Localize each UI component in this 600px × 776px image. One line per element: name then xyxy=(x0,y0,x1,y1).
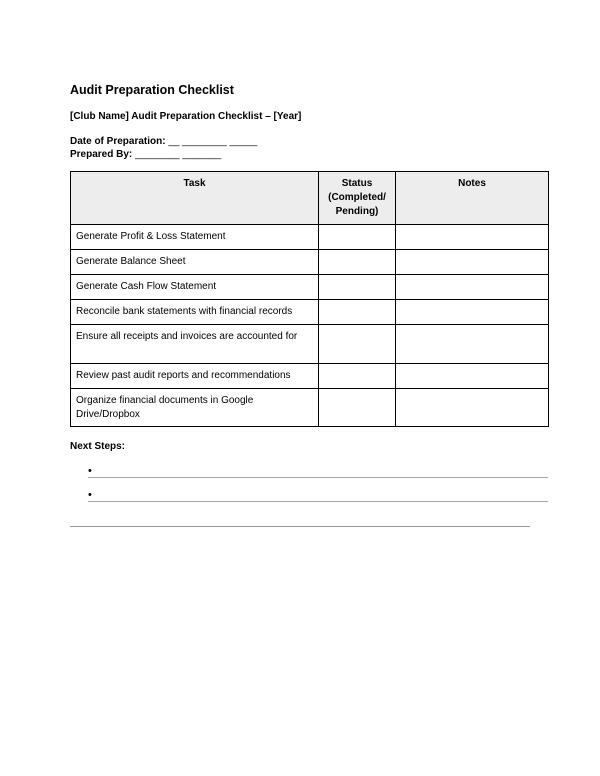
table-row xyxy=(71,225,549,250)
table-row xyxy=(71,389,549,427)
task-cell: Organize financial documents in Google Drive/Dropbox xyxy=(71,389,319,427)
next-step-underline xyxy=(88,477,548,478)
date-of-preparation-blank[interactable]: __ ________ _____ xyxy=(168,136,258,147)
task-cell: Reconcile bank statements with financial records xyxy=(71,300,319,325)
column-header-status xyxy=(319,172,396,225)
status-header-line: Status xyxy=(341,178,373,189)
task-cell: Ensure all receipts and invoices are accounted for xyxy=(71,325,319,364)
bullet-icon: • xyxy=(88,489,92,501)
table-row xyxy=(71,300,549,325)
prepared-by-blank[interactable]: ________ _______ xyxy=(135,149,222,160)
table-header-row xyxy=(71,172,549,225)
table-row xyxy=(71,325,549,364)
table-row xyxy=(71,250,549,275)
prepared-by-line xyxy=(70,149,221,160)
status-cell[interactable] xyxy=(319,389,396,427)
date-of-preparation-label: Date of Preparation: xyxy=(70,136,166,147)
checklist-table xyxy=(70,171,549,427)
prepared-by-label: Prepared By: xyxy=(70,149,133,160)
notes-cell[interactable] xyxy=(396,275,549,300)
task-cell: Generate Balance Sheet xyxy=(71,250,319,275)
status-cell[interactable] xyxy=(319,225,396,250)
notes-cell[interactable] xyxy=(396,325,549,364)
notes-cell[interactable] xyxy=(396,389,549,427)
document-subtitle: [Club Name] Audit Preparation Checklist – [Year] xyxy=(70,111,302,122)
status-header-line: (Completed/ xyxy=(328,192,386,203)
next-step-item[interactable] xyxy=(88,465,548,479)
next-step-item[interactable] xyxy=(88,489,548,503)
table-row xyxy=(71,364,549,389)
document-title: Audit Preparation Checklist xyxy=(70,83,234,97)
status-cell[interactable] xyxy=(319,300,396,325)
next-steps-label: Next Steps: xyxy=(70,441,126,452)
table-row xyxy=(71,275,549,300)
task-cell: Review past audit reports and recommendations xyxy=(71,364,319,389)
status-cell[interactable] xyxy=(319,275,396,300)
notes-cell[interactable] xyxy=(396,364,549,389)
status-cell[interactable] xyxy=(319,250,396,275)
column-header-notes: Notes xyxy=(396,172,549,225)
task-cell: Generate Cash Flow Statement xyxy=(71,275,319,300)
notes-cell[interactable] xyxy=(396,250,549,275)
status-cell[interactable] xyxy=(319,325,396,364)
next-step-underline xyxy=(88,501,548,502)
status-header-line: Pending) xyxy=(335,206,379,217)
notes-cell[interactable] xyxy=(396,300,549,325)
status-cell[interactable] xyxy=(319,364,396,389)
horizontal-divider xyxy=(70,526,530,527)
notes-cell[interactable] xyxy=(396,225,549,250)
date-of-preparation-line xyxy=(70,136,257,147)
task-cell: Generate Profit & Loss Statement xyxy=(71,225,319,250)
column-header-task: Task xyxy=(71,172,319,225)
bullet-icon: • xyxy=(88,465,92,477)
